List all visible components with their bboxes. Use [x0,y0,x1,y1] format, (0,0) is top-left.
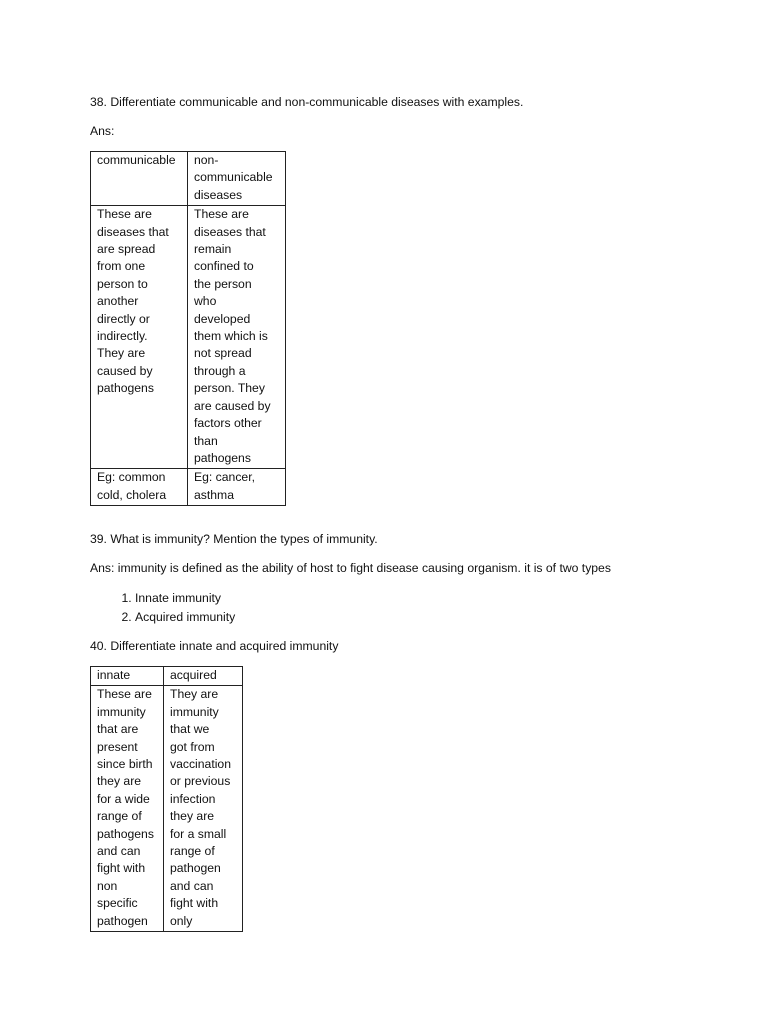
header-acquired: acquired [164,667,243,686]
list-item-innate: 1. Innate immunity [135,589,235,608]
cell-non-communicable-examples: Eg: cancer, asthma [188,469,286,506]
table-row-examples [91,469,286,506]
cell-communicable-examples: Eg: common cold, cholera [91,469,188,506]
header-communicable: communicable [91,152,188,206]
answer-39: Ans: immunity is defined as the ability of host to fight disease causing organism. it is of two types [90,561,611,575]
cell-acquired-definition: They are immunity that we got from vaccination or previous infection they are for a small range of pathogen and can fight with only [164,686,243,932]
table-header-row [91,667,243,686]
table-row-definition [91,686,243,932]
table-row-definition [91,206,286,469]
cell-non-communicable-definition: These are diseases that remain confined to the person who developed them which is not spread through a person. They are caused by factors other than pathogens [188,206,286,469]
cell-innate-definition: These are immunity that are present since birth they are for a wide range of pathogens and can fight with non specific pathogen [91,686,164,932]
question-40: 40. Differentiate innate and acquired immunity [90,639,339,653]
header-non-communicable: non- communicable diseases [188,152,286,206]
question-38: 38. Differentiate communicable and non-communicable diseases with examples. [90,95,524,109]
communicable-diseases-table [90,151,286,506]
question-39: 39. What is immunity? Mention the types of immunity. [90,532,378,546]
answer-label-38: Ans: [90,124,115,138]
cell-communicable-definition: These are diseases that are spread from one person to another directly or indirectly. They are caused by pathogens [91,206,188,469]
table-header-row [91,152,286,206]
header-innate: innate [91,667,164,686]
immunity-comparison-table [90,666,243,932]
immunity-types-list [90,589,235,626]
list-item-acquired: 2. Acquired immunity [135,608,235,627]
